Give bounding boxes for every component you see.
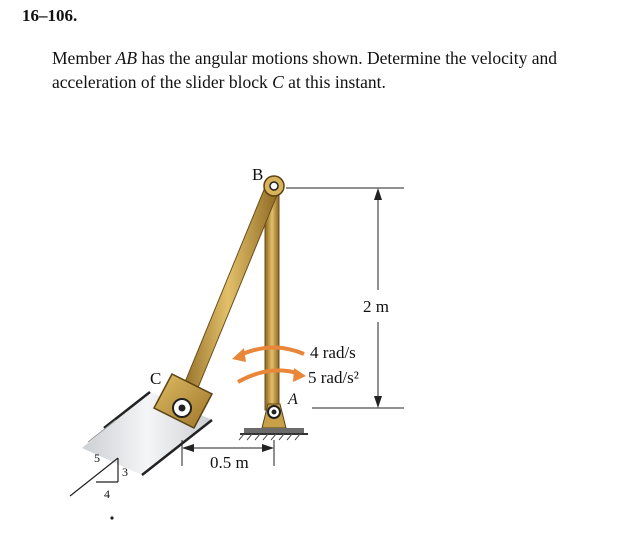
pin-b [264,176,284,196]
label-a: A [288,391,298,408]
label-c: C [150,369,162,388]
vertical-member [265,188,279,410]
slider-c-ref: C [272,72,284,92]
label-b: B [252,165,264,184]
problem-text-3: at this instant. [283,72,386,92]
slope-rise: 3 [122,465,128,479]
label-angular-acceleration: 5 rad/s² [308,368,359,387]
problem-number: 16–106. [22,6,78,25]
slope-triangle [70,458,118,520]
problem-text-2: has the angular motions shown. Determine the velocity and acceleration of the slider block [52,48,557,92]
slope-run: 4 [104,487,110,501]
member-bc [176,180,280,412]
label-height: 2 m [363,297,389,316]
slope-hyp: 5 [94,451,100,465]
problem-text-1: Member [52,48,116,68]
label-angular-velocity: 4 rad/s [310,343,356,362]
pin-support-a [239,404,308,440]
label-horizontal-distance: 0.5 m [210,453,249,472]
member-ab-ref: AB [115,48,138,68]
